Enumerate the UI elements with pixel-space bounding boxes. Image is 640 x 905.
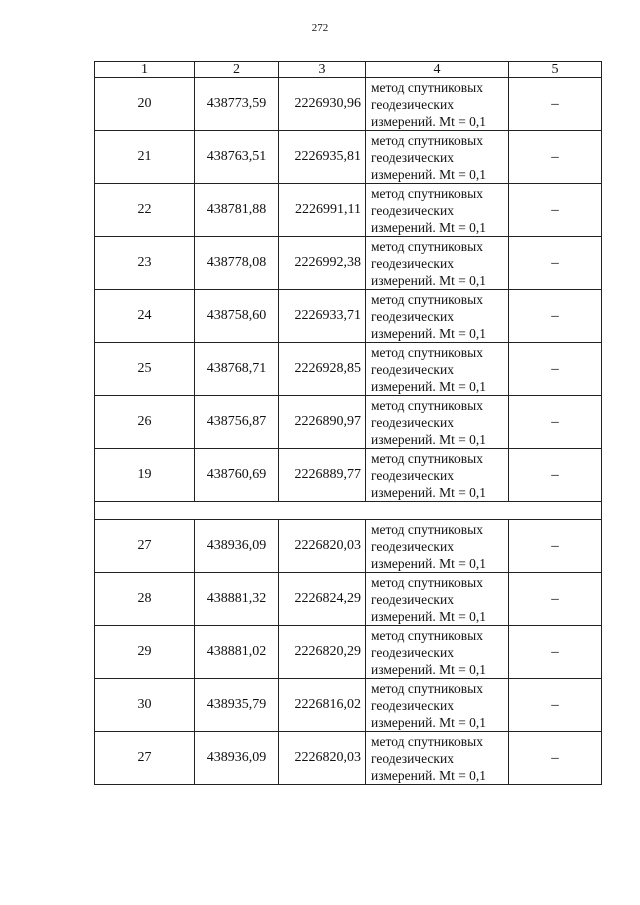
column-header: 5 [509,62,602,78]
y-coordinate-cell: 2226816,02 [279,679,366,732]
column-header: 3 [279,62,366,78]
coordinates-table [94,61,602,785]
x-coordinate-cell: 438936,09 [195,732,279,785]
column-header: 4 [366,62,509,78]
table-row [95,184,602,237]
note-cell: – [509,626,602,679]
method-cell: метод спутниковых геодезических измерений. Mt = 0,1 [366,732,509,785]
y-coordinate-cell: 2226820,03 [279,732,366,785]
y-coordinate-cell: 2226928,85 [279,343,366,396]
table-row [95,449,602,502]
y-coordinate-cell: 2226933,71 [279,290,366,343]
y-coordinate-cell: 2226820,03 [279,520,366,573]
y-coordinate-cell: 2226930,96 [279,78,366,131]
column-header: 1 [95,62,195,78]
point-number-cell: 27 [95,520,195,573]
point-number-cell: 20 [95,78,195,131]
method-cell: метод спутниковых геодезических измерений. Mt = 0,1 [366,78,509,131]
note-cell: – [509,396,602,449]
note-cell: – [509,237,602,290]
y-coordinate-cell: 2226824,29 [279,573,366,626]
x-coordinate-cell: 438756,87 [195,396,279,449]
x-coordinate-cell: 438768,71 [195,343,279,396]
point-number-cell: 19 [95,449,195,502]
table-row [95,396,602,449]
method-cell: метод спутниковых геодезических измерений. Mt = 0,1 [366,343,509,396]
table-row [95,237,602,290]
method-cell: метод спутниковых геодезических измерений. Mt = 0,1 [366,449,509,502]
method-cell: метод спутниковых геодезических измерений. Mt = 0,1 [366,184,509,237]
y-coordinate-cell: 2226992,38 [279,237,366,290]
y-coordinate-cell: 2226935,81 [279,131,366,184]
note-cell: – [509,732,602,785]
point-number-cell: 21 [95,131,195,184]
method-cell: метод спутниковых геодезических измерений. Mt = 0,1 [366,237,509,290]
point-number-cell: 22 [95,184,195,237]
table-group-2 [95,520,602,785]
table-row [95,732,602,785]
x-coordinate-cell: 438881,02 [195,626,279,679]
point-number-cell: 23 [95,237,195,290]
column-header: 2 [195,62,279,78]
method-cell: метод спутниковых геодезических измерений. Mt = 0,1 [366,290,509,343]
point-number-cell: 29 [95,626,195,679]
point-number-cell: 25 [95,343,195,396]
page-number: 272 [311,22,329,34]
y-coordinate-cell: 2226889,77 [279,449,366,502]
point-number-cell: 27 [95,732,195,785]
method-cell: метод спутниковых геодезических измерений. Mt = 0,1 [366,573,509,626]
note-cell: – [509,290,602,343]
x-coordinate-cell: 438760,69 [195,449,279,502]
note-cell: – [509,184,602,237]
table-row [95,520,602,573]
y-coordinate-cell: 2226890,97 [279,396,366,449]
y-coordinate-cell: 2226820,29 [279,626,366,679]
point-number-cell: 24 [95,290,195,343]
method-cell: метод спутниковых геодезических измерений. Mt = 0,1 [366,520,509,573]
table-row [95,131,602,184]
table-row [95,78,602,131]
x-coordinate-cell: 438781,88 [195,184,279,237]
x-coordinate-cell: 438778,08 [195,237,279,290]
table-row [95,626,602,679]
note-cell: – [509,573,602,626]
point-number-cell: 30 [95,679,195,732]
method-cell: метод спутниковых геодезических измерений. Mt = 0,1 [366,396,509,449]
table-row [95,290,602,343]
note-cell: – [509,679,602,732]
note-cell: – [509,78,602,131]
note-cell: – [509,343,602,396]
method-cell: метод спутниковых геодезических измерений. Mt = 0,1 [366,131,509,184]
x-coordinate-cell: 438936,09 [195,520,279,573]
group-separator [95,502,602,520]
point-number-cell: 28 [95,573,195,626]
note-cell: – [509,449,602,502]
method-cell: метод спутниковых геодезических измерений. Mt = 0,1 [366,626,509,679]
table-group-1 [95,78,602,502]
x-coordinate-cell: 438763,51 [195,131,279,184]
note-cell: – [509,520,602,573]
table-row [95,679,602,732]
x-coordinate-cell: 438935,79 [195,679,279,732]
separator-row [95,502,602,520]
x-coordinate-cell: 438758,60 [195,290,279,343]
x-coordinate-cell: 438773,59 [195,78,279,131]
note-cell: – [509,131,602,184]
table-row [95,343,602,396]
table-row [95,573,602,626]
point-number-cell: 26 [95,396,195,449]
method-cell: метод спутниковых геодезических измерений. Mt = 0,1 [366,679,509,732]
y-coordinate-cell: 2226991,11 [279,184,366,237]
table-header-row [95,62,602,78]
x-coordinate-cell: 438881,32 [195,573,279,626]
